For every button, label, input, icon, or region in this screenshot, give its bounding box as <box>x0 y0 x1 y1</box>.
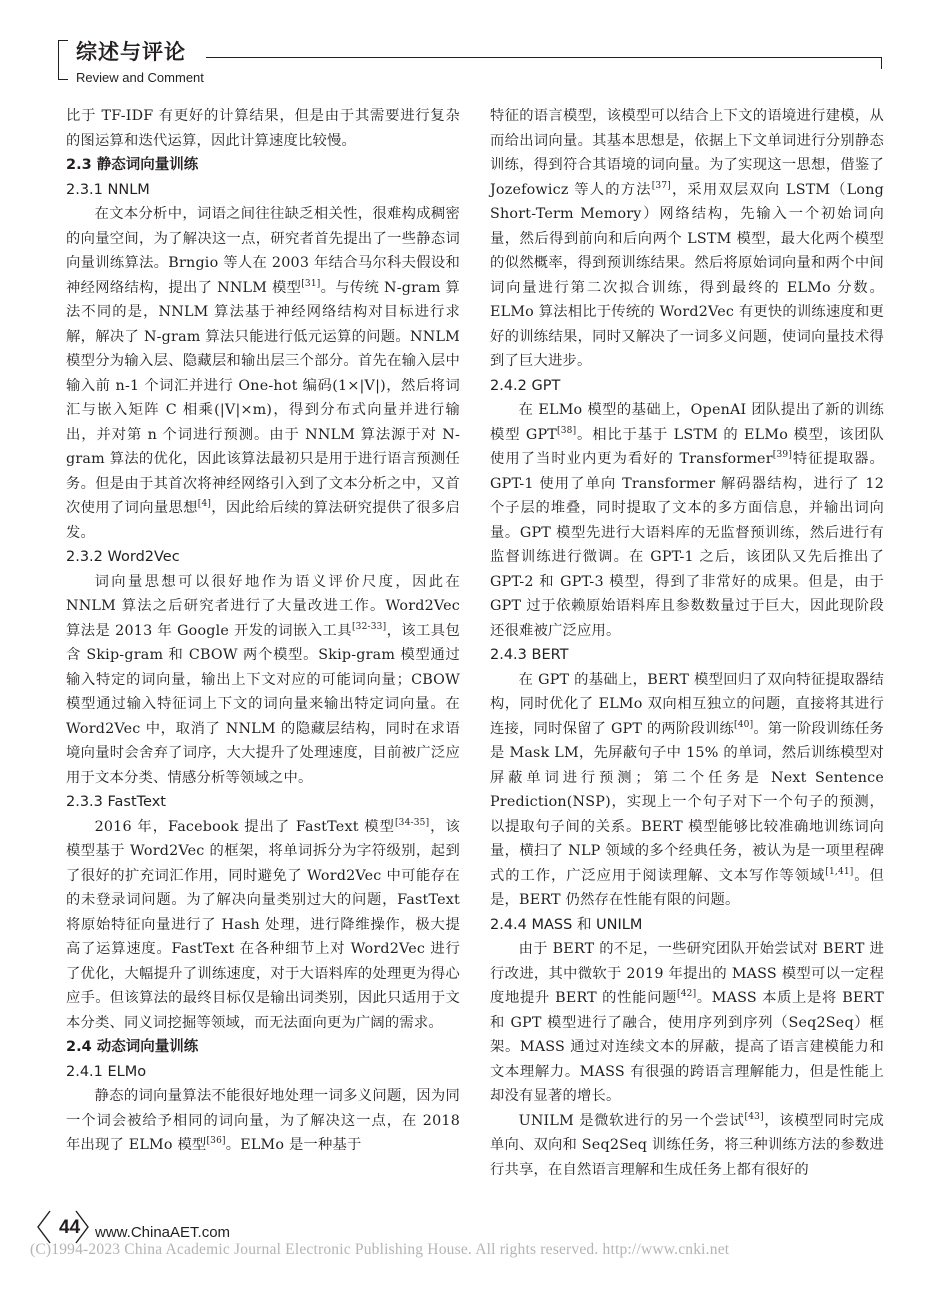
section-heading: 2.4 动态词向量训练 <box>66 1039 199 1055</box>
section-heading: 2.3.1 NNLM <box>66 181 150 198</box>
citation-ref: [4] <box>197 499 212 510</box>
body-paragraph <box>490 104 884 374</box>
citation-ref: [39] <box>772 450 793 461</box>
section-title: 综述与评论 <box>76 40 186 64</box>
paragraph-text: 。相比于基于 LSTM 的 ELMo 模型，该团队使用了当时业内更为看好的 Transformer <box>490 426 884 467</box>
paragraph-text: ，因此给后续的算法研究提供了很多启发。 <box>66 500 460 541</box>
section-heading: 2.3 静态词向量训练 <box>66 157 199 173</box>
paragraph-text: 特征提取器。GPT-1 使用了单向 Transformer 解码器结构，进行了 12 个子层的堆叠，同时提取了文本的多方面信息，并输出词向量。GPT 模型先进行大语料库的无监督预训练，然后进行有监督训练进行微调。在 GPT-1 之后，该团队又先后推出了 GPT-2 和 GPT-3 模型，得到了非常好的成果。但是，由于 GPT 过于依赖原始语料库且参数数量过于巨大，因此现阶段还很难被广泛应用。 <box>490 451 885 639</box>
section-heading: 2.4.3 BERT <box>490 647 569 663</box>
paragraph-text: 。但是，BERT 仍然存在性能有限的问题。 <box>490 867 884 908</box>
journal-website: www.ChinaAET.com <box>95 1224 231 1241</box>
citation-ref: [31] <box>301 278 321 289</box>
body-paragraph <box>490 668 884 913</box>
body-paragraph <box>66 570 460 791</box>
body-paragraph <box>66 815 460 1036</box>
citation-ref: [42] <box>677 989 697 1000</box>
page-number: 44 <box>59 1217 81 1238</box>
paragraph-text: 。MASS 本质上是将 BERT 和 GPT 模型进行了融合，使用序列到序列（Seq2Seq）框架。MASS 通过对连续文本的屏蔽，提高了语言建模能力和文本理解力。MASS 有很强的跨语言理解能力，但是性能上却没有显著的增长。 <box>490 990 884 1104</box>
header-bracket <box>58 40 69 80</box>
left-column <box>66 104 460 1158</box>
section-heading: 2.3.3 FastText <box>66 794 166 810</box>
right-column <box>490 104 884 1182</box>
citation-ref: [43] <box>744 1111 764 1122</box>
paragraph-text: ，该工具包含 Skip-gram 和 CBOW 两个模型。Skip-gram 模型通过输入特定的词向量，输出上下文对应的可能词向量；CBOW 模型通过输入特征词上下文的词向量来输出特定词向量。在 Word2Vec 中，取消了 NNLM 的隐藏层结构，同时在求语境向量时会舍弃了词序，大大提升了处理速度，目前被广泛应用于文本分类、情感分析等领域之中。 <box>66 622 460 786</box>
paragraph-text: 。ELMo 是一种基于 <box>225 1137 362 1153</box>
section-heading: 2.3.2 Word2Vec <box>66 549 180 565</box>
paragraph-text: 2016 年，Facebook 提出了 FastText 模型 <box>94 818 395 835</box>
body-paragraph <box>66 1084 460 1158</box>
citation-ref: [36] <box>206 1136 226 1147</box>
paragraph-text: 。与传统 N-gram 算法不同的是，NNLM 算法基于神经网络结构对目标进行求解，解决了 N-gram 算法只能进行低元运算的问题。NNLM 模型分为输入层、隐藏层和输出层三个部分。首先在输入层中输入前 n-1 个词汇并进行 One-hot 编码(1×|V|)，然后将词汇与嵌入矩阵 C 相乘(|V|×m)，得到分布式向量并进行输出，并对第 n 个词进行预测。由于 NNLM 算法源于对 N-gram 算法的优化，因此该算法最初只是用于进行语言预测任务。但是由于其首次将神经网络引入到了文本分析之中，又首次使用了词向量思想 <box>66 279 460 516</box>
paragraph-text: ，采用双层双向 LSTM（Long Short-Term Memory）网络结构，先输入一个初始词向量，然后得到前向和后向两个 LSTM 模型，最大化两个模型的似然概率，得到预训练结果。然后将原始词向量和两个中间词向量进行第二次拟合训练，得到最终的 ELMo 分数。ELMo 算法相比于传统的 Word2Vec 有更快的训练速度和更好的训练结果，同时又解决了一词多义问题，使词向量技术得到了巨大进步。 <box>490 181 884 369</box>
citation-ref: [40] <box>734 719 754 730</box>
copyright-watermark: (C)1994-2023 China Academic Journal Electronic Publishing House. All rights reserved. http://www.cnki.net <box>30 1241 730 1258</box>
body-paragraph <box>66 202 460 545</box>
body-paragraph <box>490 937 884 1109</box>
paragraph-text: 。第一阶段训练任务是 Mask LM，先屏蔽句子中 15% 的单词，然后训练模型对屏蔽单词进行预测；第二个任务是 Next Sentence Prediction(NSP)，实现上一个句子对下一个句子的预测，以提取句子间的关系。BERT 模型能够比较准确地训练词向量，横扫了 NLP 领域的多个经典任务，被认为是一项里程碑式的工作，广泛应用于阅读理解、文本写作等领域 <box>490 720 884 884</box>
body-paragraph <box>490 398 884 643</box>
citation-ref: [38] <box>557 425 577 436</box>
citation-ref: [34-35] <box>394 817 430 828</box>
body-paragraph <box>490 1109 884 1183</box>
paragraph-text: 特征的语言模型，该模型可以结合上下文的语境进行建模，从而给出词向量。其基本思想是，依据上下文单词进行分别静态训练，得到符合其语境的词向量。为了实现这一思想，借鉴了 Jozefowicz 等人的方法 <box>490 108 884 198</box>
paragraph-text: 静态的词向量算法不能很好地处理一词多义问题，因为同一个词会被给予相同的词向量，为了解决这一点，在 2018 年出现了 ELMo 模型 <box>66 1088 460 1153</box>
paragraph-text: 在 ELMo 模型的基础上，OpenAI 团队提出了新的训练模型 GPT <box>490 402 884 443</box>
header-rule-end <box>881 57 882 69</box>
citation-ref: [37] <box>651 180 671 191</box>
body-paragraph <box>66 104 460 153</box>
section-heading: 2.4.2 GPT <box>490 377 561 394</box>
section-subtitle: Review and Comment <box>76 70 204 85</box>
paragraph-text: ，该模型基于 Word2Vec 的框架，将单词拆分为字符级别，起到了很好的扩充词汇作用，同时避免了 Word2Vec 中可能存在的未登录词问题。为了解决向量类别过大的问题，FastText 将原始特征向量进行了 Hash 处理，进行降维操作，极大提高了运算速度。FastText 在各种细节上对 Word2Vec 进行了优化，大幅提升了训练速度，对于大语料库的处理更为得心应手。但该算法的最终目标仅是输出词类别，因此只适用于文本分类、同义词挖掘等领域，而无法面向更为广阔的需求。 <box>66 818 460 1031</box>
citation-ref: [1,41] <box>825 866 854 877</box>
citation-ref: [32-33] <box>351 621 387 632</box>
section-heading: 2.4.4 MASS 和 UNILM <box>490 916 643 933</box>
section-heading: 2.4.1 ELMo <box>66 1063 147 1080</box>
paragraph-text: 词向量思想可以很好地作为语义评价尺度，因此在 NNLM 算法之后研究者进行了大量改进工作。Word2Vec 算法是 2013 年 Google 开发的词嵌入工具 <box>66 573 460 639</box>
header-rule <box>206 57 882 58</box>
paragraph-text: ，该模型同时完成单向、双向和 Seq2Seq 训练任务，将三种训练方法的参数进行共享，在自然语言理解和生成任务上都有很好的 <box>490 1112 884 1178</box>
paragraph-text: 在 GPT 的基础上，BERT 模型回归了双向特征提取器结构，同时优化了 ELMo 双向相互独立的问题，直接将其进行连接，同时保留了 GPT 的两阶段训练 <box>490 671 884 737</box>
paragraph-text: 由于 BERT 的不足，一些研究团队开始尝试对 BERT 进行改进，其中微软于 2019 年提出的 MASS 模型可以一定程度地提升 BERT 的性能问题 <box>490 941 884 1006</box>
paragraph-text: 在文本分析中，词语之间往往缺乏相关性，很难构成稠密的向量空间，为了解决这一点，研究者首先提出了一些静态词向量训练算法。Brngio 等人在 2003 年结合马尔科夫假设和神经网络结构，提出了 NNLM 模型 <box>66 206 460 296</box>
paragraph-text: UNILM 是微软进行的另一个尝试 <box>518 1112 745 1129</box>
paragraph-text: 比于 TF-IDF 有更好的计算结果，但是由于其需要进行复杂的图运算和迭代运算，因此计算速度比较慢。 <box>66 108 460 149</box>
